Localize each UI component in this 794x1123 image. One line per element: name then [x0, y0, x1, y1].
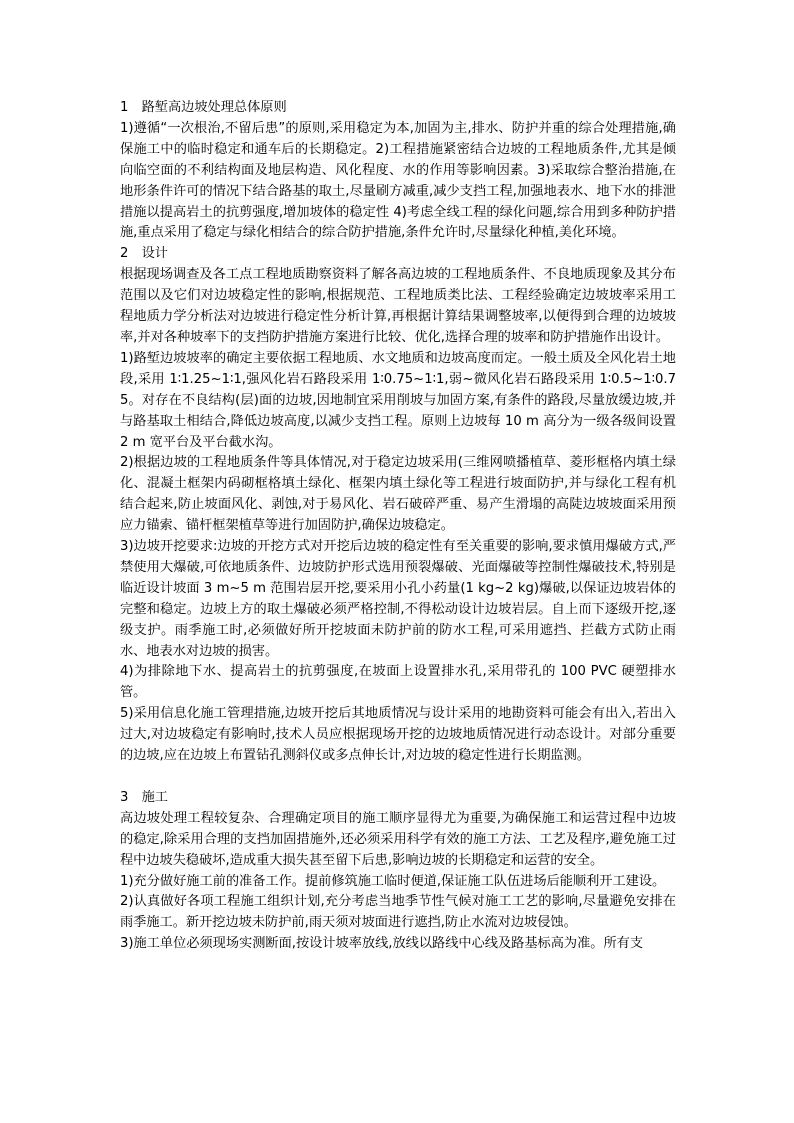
section-design	[120, 244, 676, 767]
paragraph: 1)路堑边坡坡率的确定主要依据工程地质、水文地质和边坡高度而定。一般土质及全风化岩土地段,采用 1∶1.25~1∶1,强风化岩石路段采用 1∶0.75~1∶1,弱~微风化岩石路段采用 1∶0.5~1∶0.75。对存在不良结构(层)面的边坡,因地制宜采用削坡与加固方案,有条件的路段,尽量放缓边坡,并与路基取土相结合,降低边坡高度,以减少支挡工程。原则上边坡每 10 m 高分为一级各级间设置 2 m 宽平台及平台截水沟。	[120, 350, 676, 450]
blank-line	[120, 767, 676, 788]
paragraph: 1)遵循“一次根治,不留后患”的原则,采用稳定为本,加固为主,排水、防护并重的综合处理措施,确保施工中的临时稳定和通车后的长期稳定。2)工程措施紧密结合边坡的工程地质条件,尤其是倾向临空面的不利结构面及地层构造、风化程度、水的作用等影响因素。3)采取综合整治措施,在地形条件许可的情况下结合路基的取土,尽量刷方减重,减少支挡工程,加强地表水、地下水的排泄措施以提高岩土的抗剪强度,增加坡体的稳定性 4)考虑全线工程的绿化问题,综合用到多种防护措施,重点采用了稳定与绿化相结合的综合防护措施,条件允许时,尽量绿化种植,美化环境。	[120, 120, 676, 241]
section-heading-design: 2 设计	[120, 246, 168, 262]
section-heading-construction: 3 施工	[120, 789, 168, 805]
paragraph: 1)充分做好施工前的准备工作。提前修筑施工临时便道,保证施工队伍进场后能顺利开工建设。	[120, 873, 666, 889]
paragraph: 2)认真做好各项工程施工组织计划,充分考虑当地季节性气候对施工工艺的影响,尽量避免安排在雨季施工。新开挖边坡未防护前,雨天须对坡面进行遮挡,防止水流对边坡侵蚀。	[120, 894, 676, 931]
paragraph: 5)采用信息化施工管理措施,边坡开挖后其地质情况与设计采用的地勘资料可能会有出入,若出入过大,对边坡稳定有影响时,技术人员应根据现场开挖的边坡地质情况进行动态设计。对部分重要的边坡,应在边坡上布置钻孔测斜仪或多点伸长计,对边坡的稳定性进行长期监测。	[120, 706, 676, 764]
section-principles	[120, 98, 676, 244]
paragraph: 3)边坡开挖要求:边坡的开挖方式对开挖后边坡的稳定性有至关重要的影响,要求慎用爆破方式,严禁使用大爆破,可依地质条件、边坡防护形式选用预裂爆破、光面爆破等控制性爆破技术,特别是临近设计坡面 3 m~5 m 范围岩层开挖,要采用小孔小药量(1 kg~2 kg)爆破,以保证边坡岩体的完整和稳定。边坡上方的取土爆破必须严格控制,不得松动设计边坡岩层。自上而下逐级开挖,逐级支护。雨季施工时,必须做好所开挖坡面未防护前的防水工程,可采用遮挡、拦截方式防止雨水、地表水对边坡的损害。	[120, 539, 676, 659]
paragraph: 4)为排除地下水、提高岩土的抗剪强度,在坡面上设置排水孔,采用带孔的 100 PVC 硬塑排水管。	[120, 664, 676, 701]
document-body	[120, 98, 676, 955]
paragraph: 高边坡处理工程较复杂、合理确定项目的施工顺序显得尤为重要,为确保施工和运营过程中边坡的稳定,除采用合理的支挡加固措施外,还必须采用科学有效的施工方法、工艺及程序,避免施工过程中边坡失稳破坏,造成重大损失甚至留下后患,影响边坡的长期稳定和运营的安全。	[120, 810, 676, 868]
paragraph: 根据现场调查及各工点工程地质勘察资料了解各高边坡的工程地质条件、不良地质现象及其分布范围以及它们对边坡稳定性的影响,根据规范、工程地质类比法、工程经验确定边坡坡率采用工程地质力学分析法对边坡进行稳定性分析计算,再根据计算结果调整坡率,以便得到合理的边坡坡率,并对各种坡率下的支挡防护措施方案进行比较、优化,选择合理的坡率和防护措施作出设计。	[120, 267, 676, 345]
section-heading-principles: 1 路堑高边坡处理总体原则	[120, 100, 287, 115]
paragraph: 3)施工单位必须现场实测断面,按设计坡率放线,放线以路线中心线及路基标高为准。所有支	[120, 936, 644, 952]
section-construction	[120, 788, 676, 955]
paragraph: 2)根据边坡的工程地质条件等具体情况,对于稳定边坡采用(三维网喷播植草、菱形框格内填土绿化、混凝土框架内码砌框格填土绿化、框架内填土绿化等工程进行坡面防护,并与绿化工程有机结合起来,防止坡面风化、剥蚀,对于易风化、岩石破碎严重、易产生滑塌的高陡边坡坡面采用预应力锚索、锚杆框架植草等进行加固防护,确保边坡稳定。	[120, 455, 676, 534]
